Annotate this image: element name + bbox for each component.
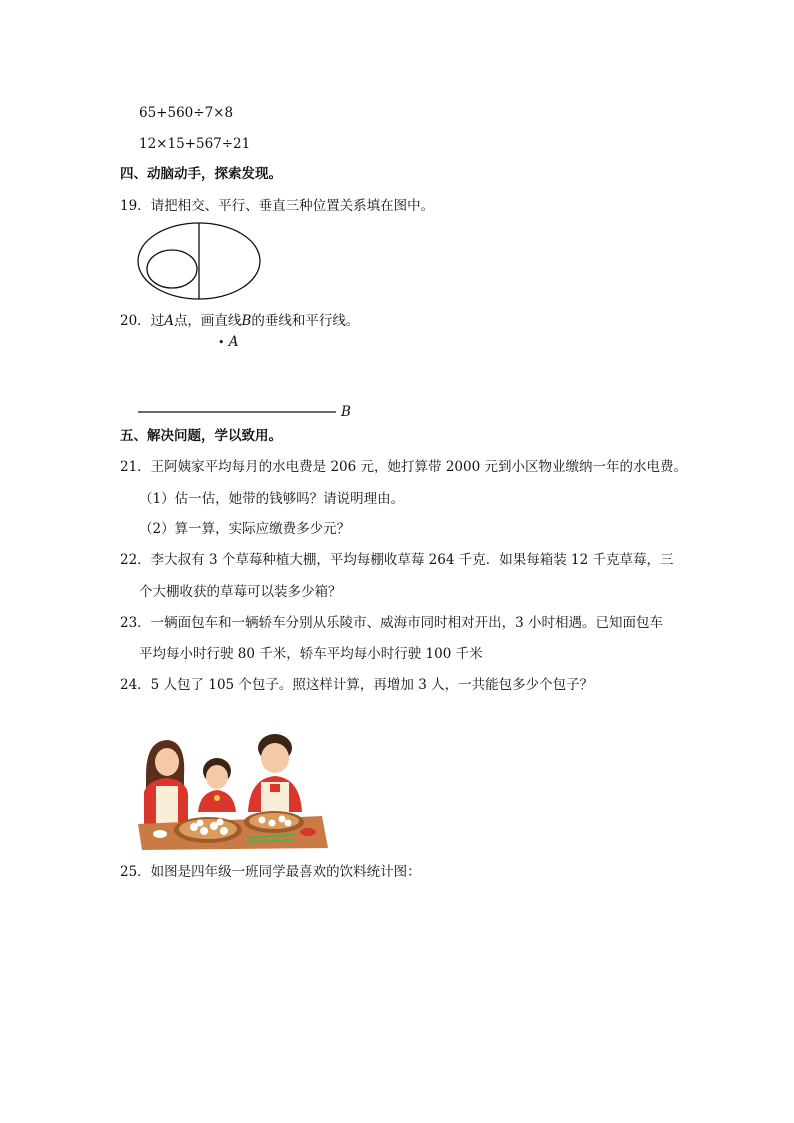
calc-expression-2: 12×15+567÷21 — [139, 136, 251, 152]
question-24: 24．5 人包了 105 个包子。照这样计算，再增加 3 人，一共能包多少个包子？ — [120, 677, 594, 693]
question-23-line-1: 23．一辆面包车和一辆轿车分别从乐陵市、威海市同时相对开出，3 小时相遇。已知面包车 — [120, 615, 664, 631]
question-22-line-1: 22．李大叔有 3 个草莓种植大棚，平均每棚收草莓 264 千克．如果每箱装 12 千克草莓，三 — [120, 552, 674, 568]
question-20: 20．过A点，画直线B的垂线和平行线。 — [120, 313, 360, 329]
line-b-label: B — [341, 404, 351, 420]
question-23-line-2: 平均每小时行驶 80 千米，轿车平均每小时行驶 100 千米 — [139, 646, 483, 662]
line-b — [138, 410, 338, 414]
calc-expression-1: 65+560÷7×8 — [139, 105, 234, 121]
question-21-sub-2: （2）算一算，实际应缴费多少元？ — [139, 521, 351, 537]
section-4-title: 四、动脑动手，探索发现。 — [120, 166, 282, 182]
question-22-line-2: 个大棚收获的草莓可以装多少箱？ — [139, 584, 342, 600]
point-a-dot: • — [218, 336, 225, 349]
question-21: 21．王阿姨家平均每月的水电费是 206 元，她打算带 2000 元到小区物业缴纳一年的水电费。 — [120, 459, 687, 475]
point-a — [218, 333, 239, 352]
nested-ellipse-diagram — [136, 222, 266, 304]
question-25: 25．如图是四年级一班同学最喜欢的饮料统计图： — [120, 864, 421, 880]
question-21-sub-1: （1）估一估，她带的钱够吗？请说明理由。 — [139, 491, 405, 507]
question-19: 19．请把相交、平行、垂直三种位置关系填在图中。 — [120, 198, 435, 214]
inner-ellipse — [147, 250, 197, 288]
point-a-label: A — [228, 334, 239, 350]
section-5-title: 五、解决问题，学以致用。 — [120, 428, 282, 444]
family-making-dumplings-illustration — [136, 730, 330, 852]
